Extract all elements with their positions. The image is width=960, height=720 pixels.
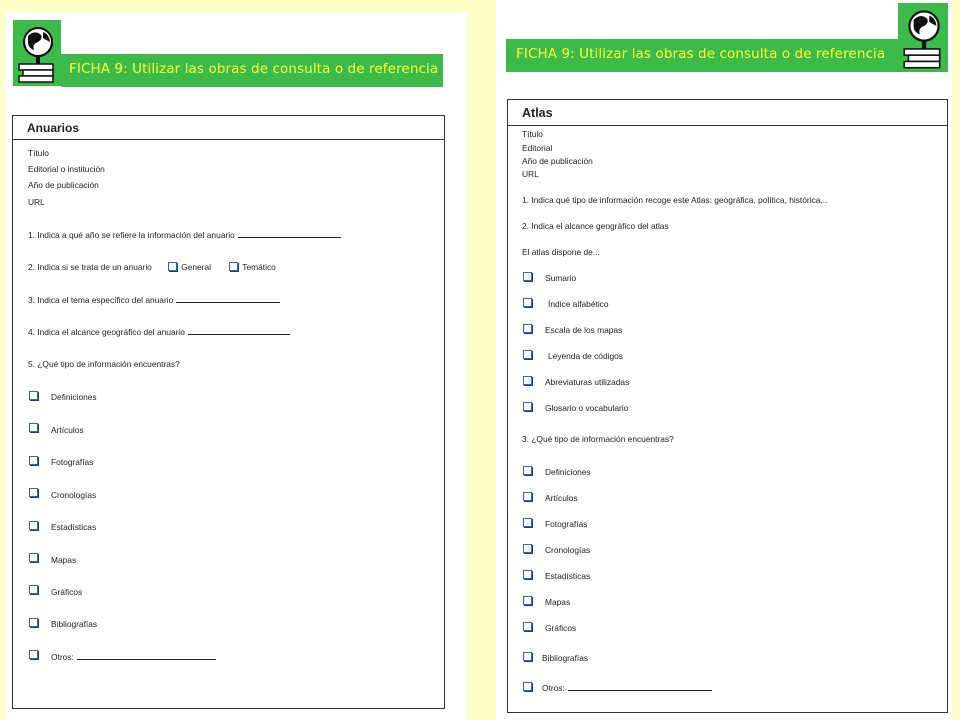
option-fotografias: Fotografías: [545, 519, 588, 529]
answer-line-1[interactable]: [238, 236, 341, 238]
checkbox-articulos[interactable]: [523, 492, 532, 501]
right-page: [496, 0, 952, 720]
answer-line-4[interactable]: [188, 333, 290, 335]
checkbox-abreviaturas[interactable]: [523, 376, 532, 385]
globe-books-icon: [13, 20, 61, 86]
checkbox-escala[interactable]: [523, 324, 532, 333]
option-otros: Otros:: [542, 683, 565, 693]
field-titulo: Título: [28, 148, 49, 158]
question-2: 2. Indica el alcance geográfico del atlas: [522, 221, 669, 231]
feature-glosario: Glosario o vocabulario: [545, 403, 629, 413]
option-fotografias: Fotografías: [51, 457, 94, 467]
checkbox-fotografias[interactable]: [29, 456, 38, 465]
option-mapas: Mapas: [51, 555, 77, 565]
checkbox-glosario[interactable]: [523, 402, 532, 411]
option-definiciones: Definiciones: [545, 467, 591, 477]
checkbox-indice[interactable]: [523, 298, 532, 307]
option-articulos: Artículos: [51, 425, 84, 435]
feature-escala: Escala de los mapas: [545, 325, 623, 335]
checkbox-bibliografias[interactable]: [523, 652, 532, 661]
checkbox-otros[interactable]: [29, 650, 38, 659]
option-graficos: Gráficos: [51, 587, 83, 597]
feature-abreviaturas: Abreviaturas utilizadas: [545, 377, 630, 387]
checkbox-estadisticas[interactable]: [523, 570, 532, 579]
header-title: FICHA 9: Utilizar las obras de consulta o de referencia: [516, 46, 886, 62]
option-articulos: Artículos: [545, 493, 578, 503]
checkbox-definiciones[interactable]: [523, 466, 532, 475]
checkbox-bibliografias[interactable]: [29, 618, 38, 627]
checkbox-leyenda[interactable]: [523, 350, 532, 359]
option-tematico: Temático: [242, 262, 276, 272]
field-titulo: Título: [522, 129, 543, 139]
checkbox-cronologias[interactable]: [29, 488, 38, 497]
option-definiciones: Definiciones: [51, 392, 97, 402]
field-url: URL: [522, 169, 539, 179]
question-5: 5. ¿Qué tipo de información encuentras?: [28, 359, 180, 369]
field-url: URL: [28, 197, 45, 207]
form-heading: Atlas: [522, 106, 553, 120]
checkbox-general[interactable]: [168, 262, 177, 271]
header-banner: [506, 39, 898, 72]
feature-indice: Índice alfabético: [548, 299, 609, 309]
question-1: 1. Indica qué tipo de información recoge este Atlas: geográfica, política, histórica...: [522, 195, 828, 205]
field-editorial: Editorial: [522, 143, 553, 153]
option-estadisticas: Estadísticas: [51, 522, 97, 532]
option-cronologias: Cronologías: [545, 545, 591, 555]
question-1: 1. Indica a qué año se refiere la información del anuario: [28, 230, 235, 240]
question-3: 3. ¿Qué tipo de información encuentras?: [522, 434, 674, 444]
checkbox-mapas[interactable]: [523, 596, 532, 605]
checkbox-cronologias[interactable]: [523, 544, 532, 553]
option-otros: Otros:: [51, 652, 74, 662]
question-2: 2. Indica si se trata de un anuario: [28, 262, 152, 272]
feature-leyenda: Leyenda de códigos: [548, 351, 623, 361]
header-banner: [61, 54, 443, 87]
option-bibliografias: Bibliografías: [51, 619, 98, 629]
header-title: FICHA 9: Utilizar las obras de consulta o de referencia: [69, 61, 439, 77]
checkbox-graficos[interactable]: [523, 622, 532, 631]
option-cronologias: Cronologías: [51, 490, 97, 500]
field-anio: Año de publicación: [28, 180, 99, 190]
feature-sumario: Sumario: [545, 273, 577, 283]
field-editorial: Editorial o institución: [28, 164, 105, 174]
globe-books-logo: [13, 20, 61, 86]
checkbox-articulos[interactable]: [29, 423, 38, 432]
field-anio: Año de publicación: [522, 156, 593, 166]
checkbox-tematico[interactable]: [229, 262, 238, 271]
globe-books-logo: [898, 3, 948, 72]
atlas-form: [507, 99, 948, 713]
question-4: 4. Indica el alcance geográfico del anuario: [28, 327, 185, 337]
option-estadisticas: Estadísticas: [545, 571, 591, 581]
checkbox-fotografias[interactable]: [523, 518, 532, 527]
option-general: General: [181, 262, 211, 272]
option-mapas: Mapas: [545, 597, 571, 607]
checkbox-graficos[interactable]: [29, 585, 38, 594]
checkbox-otros[interactable]: [523, 682, 532, 691]
option-graficos: Gráficos: [545, 623, 577, 633]
checkbox-mapas[interactable]: [29, 553, 38, 562]
answer-line-otros[interactable]: [568, 689, 712, 691]
question-3: 3. Indica el tema específico del anuario: [28, 295, 174, 305]
answer-line-3[interactable]: [176, 301, 280, 303]
form-heading: Anuarios: [27, 121, 80, 135]
checkbox-sumario[interactable]: [523, 272, 532, 281]
globe-books-icon: [898, 3, 948, 72]
left-page: [5, 12, 467, 720]
answer-line-otros[interactable]: [77, 658, 216, 660]
checkbox-definiciones[interactable]: [29, 391, 38, 400]
dispone-label: El atlas dispone de...: [522, 247, 600, 257]
anuarios-form: [12, 115, 445, 709]
option-bibliografias: Bibliografías: [542, 653, 589, 663]
checkbox-estadisticas[interactable]: [29, 521, 38, 530]
